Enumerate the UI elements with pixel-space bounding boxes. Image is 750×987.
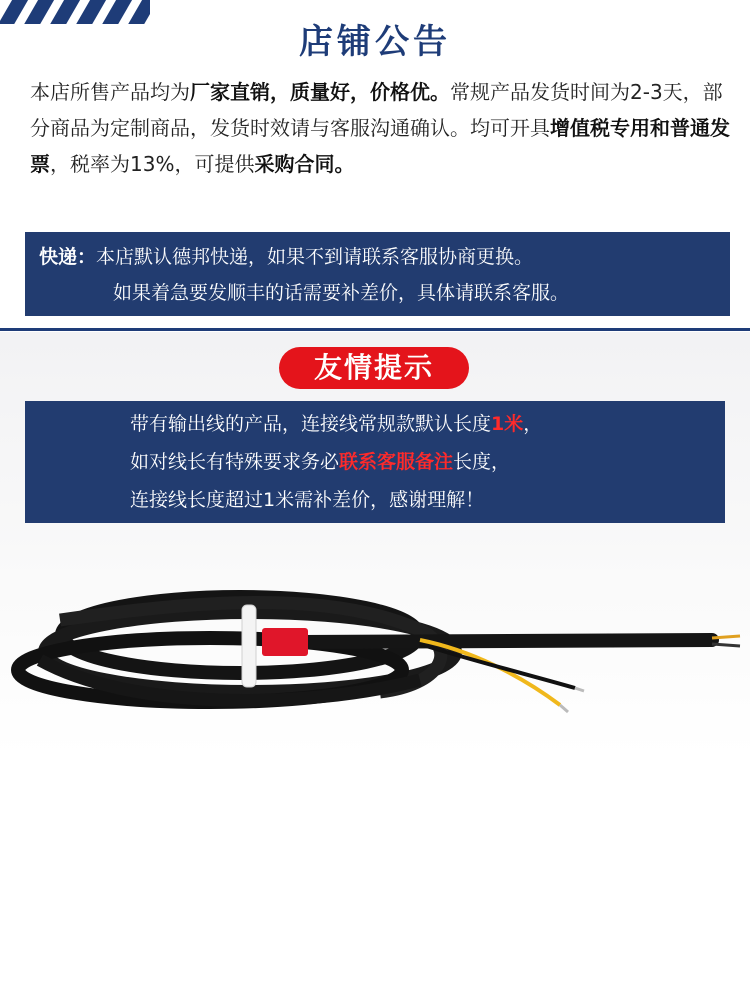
wire-tip: [575, 688, 584, 691]
tips-line-1: [130, 405, 542, 443]
notice-highlight: 增值税专用和普通发票: [30, 116, 730, 176]
tips-text: 长度，: [453, 451, 511, 473]
tips-highlight: 联系客服备注: [339, 451, 454, 473]
red-sleeve: [262, 628, 308, 656]
tips-title-badge: 友情提示: [279, 347, 469, 389]
tips-text: 如对线长有特殊要求务必: [130, 451, 340, 473]
wire-tip: [712, 644, 740, 646]
tips-line-2: [130, 443, 510, 481]
cable-tie: [242, 605, 256, 687]
page-title: 店铺公告: [299, 22, 451, 62]
tips-line-3: 连接线长度超过1米需补差价，感谢理解！: [130, 489, 485, 511]
notice-text: 常规产品发货时间为2-3天，部分商品为定制商品，发货时效请与客服沟通确认。均可开具: [30, 80, 723, 140]
wire-tip: [560, 705, 568, 712]
cable-product-photo: [0, 560, 750, 755]
store-notice-text: [30, 74, 730, 182]
cable-straight: [300, 640, 712, 642]
express-label: 快递：: [39, 246, 97, 268]
tips-highlight: 1米: [491, 413, 524, 435]
tips-text: 带有输出线的产品，连接线常规款默认长度: [130, 413, 492, 435]
wire-tip: [712, 636, 740, 638]
tips-box: [25, 401, 725, 523]
notice-highlight: 厂家直销，质量好，价格优。: [190, 80, 450, 104]
express-notice-box: [25, 232, 730, 316]
section-divider: [0, 328, 750, 331]
express-text: 本店默认德邦快递，如果不到请联系客服协商更换。: [96, 246, 534, 268]
express-line-1: [39, 239, 533, 275]
notice-highlight: 采购合同。: [254, 152, 355, 176]
tips-text: ，: [523, 413, 543, 435]
notice-text: ，税率为13%，可提供: [50, 152, 255, 176]
express-line-2: 如果着急要发顺丰的话需要补差价，具体请联系客服。: [113, 282, 570, 304]
notice-text: 本店所售产品均为: [30, 80, 190, 104]
